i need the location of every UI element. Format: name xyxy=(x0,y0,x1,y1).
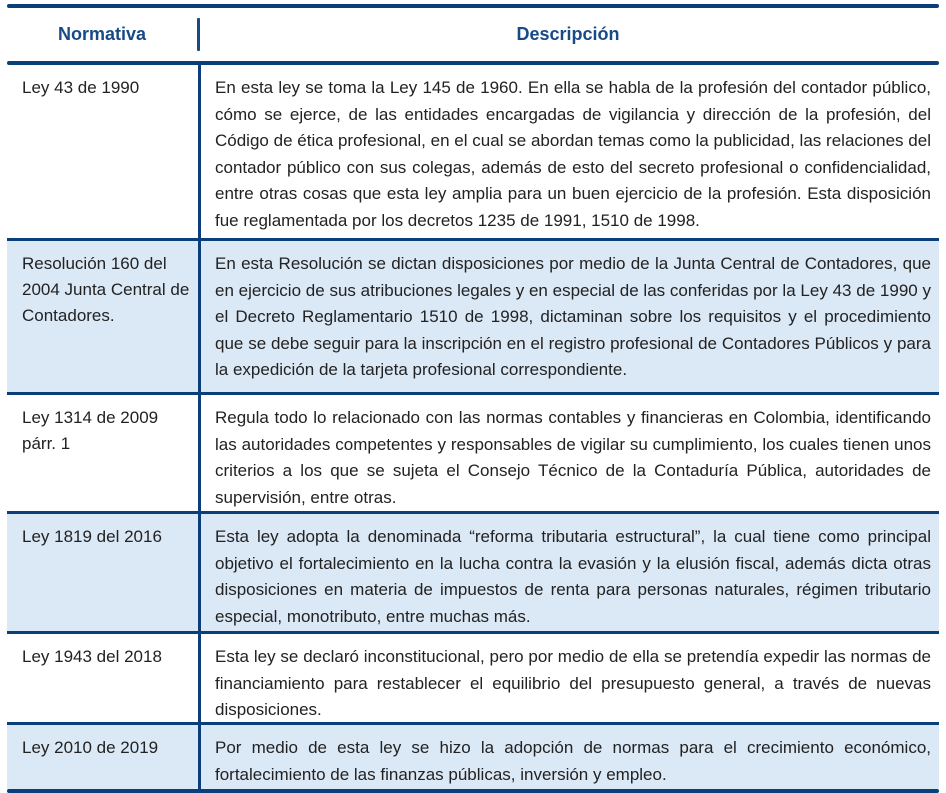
normativa-table xyxy=(7,4,939,793)
descripcion-cell: Esta ley adopta la denominada “reforma tributaria estructural”, la cual tiene como principal objetivo el fortalecimiento en la lucha contra la evasión y la elusión fiscal, además dicta otras disposiciones en materia de impuestos de renta para personas naturales, régimen tributario especial, monotributo, entre muchas más. xyxy=(215,527,931,626)
descripcion-cell: Por medio de esta ley se hizo la adopción de normas para el crecimiento económico, fortalecimiento de las finanzas públicas, inversión y empleo. xyxy=(215,738,931,784)
header-normativa: Normativa xyxy=(57,24,147,44)
norma-cell: Ley 43 de 1990 xyxy=(22,78,140,97)
descripcion-cell: En esta Resolución se dictan disposiciones por medio de la Junta Central de Contadores, que en ejercicio de sus atribuciones legales y en especial de las conferidas por la Ley 43 de 1990 y el Decreto Reglamentario 1510 de 1998, dictaminan sobre los requisitos y el procedimiento que se debe seguir para la inscripción en el registro profesional de Contadores Públicos y para la expedición de la tarjeta profesional correspondiente. xyxy=(215,254,931,379)
descripcion-cell: En esta ley se toma la Ley 145 de 1960. En ella se habla de la profesión del contador público, cómo se ejerce, de las entidades encargadas de vigilancia y dirección de la profesión, del Código de ética profesional, en el cual se abordan temas como la publicidad, las relaciones del contador público con sus colegas, además de esto del secreto profesional o confidencialidad, entre otras cosas que esta ley amplia para un buen ejercicio de la profesión. Esta disposición fue reglamentada por los decretos 1235 de 1991, 1510 de 1998. xyxy=(215,78,931,230)
table-row xyxy=(7,634,939,722)
norma-cell: Ley 1314 de 2009 párr. 1 xyxy=(22,408,159,453)
header-divider xyxy=(197,18,200,51)
table-header xyxy=(7,8,939,61)
norma-cell: Ley 1819 del 2016 xyxy=(22,527,162,546)
table-row xyxy=(7,65,939,238)
norma-cell: Ley 1943 del 2018 xyxy=(22,647,162,666)
descripcion-cell: Esta ley se declaró inconstitucional, pero por medio de ella se pretendía expedir las normas de financiamiento para restablecer el equilibrio del presupuesto general, a través de nuevas disposiciones. xyxy=(215,647,931,719)
header-descripcion: Descripción xyxy=(516,24,620,44)
table-row xyxy=(7,395,939,511)
table-row xyxy=(7,241,939,392)
norma-cell: Ley 2010 de 2019 xyxy=(22,738,159,757)
table-row xyxy=(7,725,939,789)
norma-cell: Resolución 160 del 2004 Junta Central de Contadores. xyxy=(22,254,190,325)
bottom-rule xyxy=(7,789,939,793)
table-row xyxy=(7,514,939,631)
descripcion-cell: Regula todo lo relacionado con las normas contables y financieras en Colombia, identificando las autoridades competentes y responsables de vigilar su cumplimiento, los cuales tienen unos criterios a los que se sujeta el Consejo Técnico de la Contaduría Pública, autoridades de supervisión, entre otras. xyxy=(215,408,931,507)
